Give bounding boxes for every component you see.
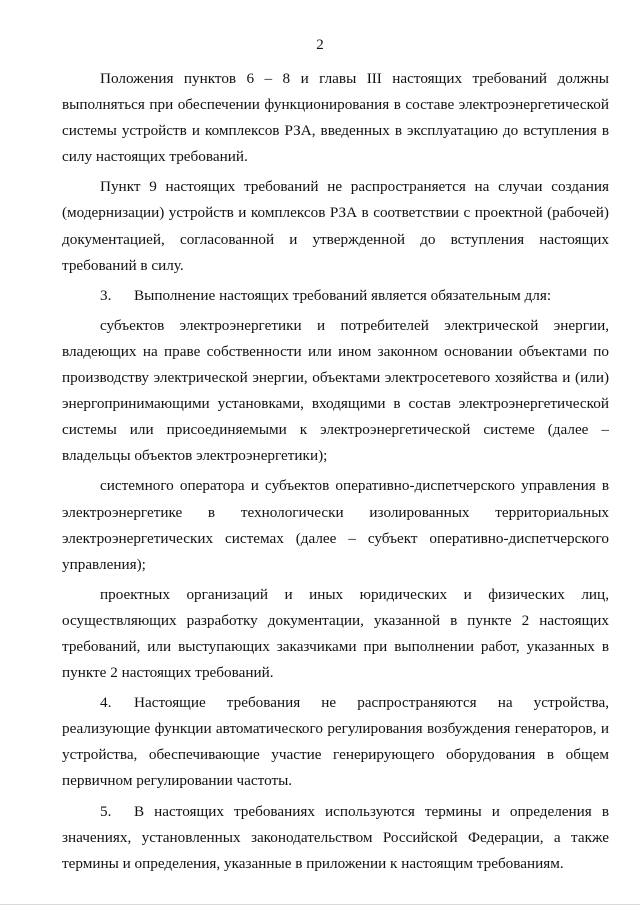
paragraph-text: системного оператора и субъектов оперативно-диспетчерского управления в электроэнергетике в технологически изолированных территориальных электроэнергетических системах (далее – субъект оперативно-диспетчерского управления); — [62, 477, 609, 573]
paragraph-number: 5. — [100, 802, 112, 820]
paragraph-text: Настоящие требования не распространяются на устройства, реализующие функции автоматического регулирования возбуждения генераторов, и устройства, обеспечивающие участие генерирующего оборудования в общем первичном регулировании частоты. — [62, 694, 609, 790]
paragraph-text: Пункт 9 настоящих требований не распространяется на случаи создания (модернизации) устройств и комплексов РЗА в соответствии с проектной (рабочей) документацией, согласованной и утвержденной до вступления настоящих требований в силу. — [62, 178, 609, 274]
numbered-paragraph-3 — [62, 283, 609, 309]
paragraph — [62, 174, 609, 278]
list-item — [62, 473, 609, 577]
numbered-paragraph-5 — [62, 799, 609, 877]
document-body — [62, 66, 609, 877]
paragraph-number: 4. — [100, 694, 112, 712]
page-number: 2 — [316, 37, 324, 53]
paragraph-text: В настоящих требованиях используются термины и определения в значениях, установленных законодательством Российской Федерации, а также термины и определения, указанные в приложении к настоящим требованиям. — [62, 802, 609, 872]
list-item — [62, 582, 609, 686]
paragraph — [62, 66, 609, 170]
paragraph-text: Выполнение настоящих требований является обязательным для: — [134, 286, 552, 304]
list-item — [62, 313, 609, 470]
paragraph-number: 3. — [100, 286, 112, 304]
paragraph-text: проектных организаций и иных юридических и физических лиц, осуществляющих разработку документации, указанной в пункте 2 настоящих требований, или выступающих заказчиками при выполнении работ, указанных в пункте 2 настоящих требований. — [62, 585, 609, 682]
paragraph-text: субъектов электроэнергетики и потребителей электрической энергии, владеющих на праве собственности или ином законном основании объектами по производству электрической энергии, объектами электросетевого хозяйства и (или) энергопринимающими установками, входящими в состав электроэнергетической системы или присоединяемыми к электроэнергетической системе (далее – владельцы объектов электроэнергетики); — [62, 316, 609, 465]
paragraph-text: Положения пунктов 6 – 8 и главы III настоящих требований должны выполняться при обеспечении функционирования в составе электроэнергетической системы устройств и комплексов РЗА, введенных в эксплуатацию до вступления в силу настоящих требований. — [62, 70, 609, 166]
numbered-paragraph-4 — [62, 690, 609, 794]
